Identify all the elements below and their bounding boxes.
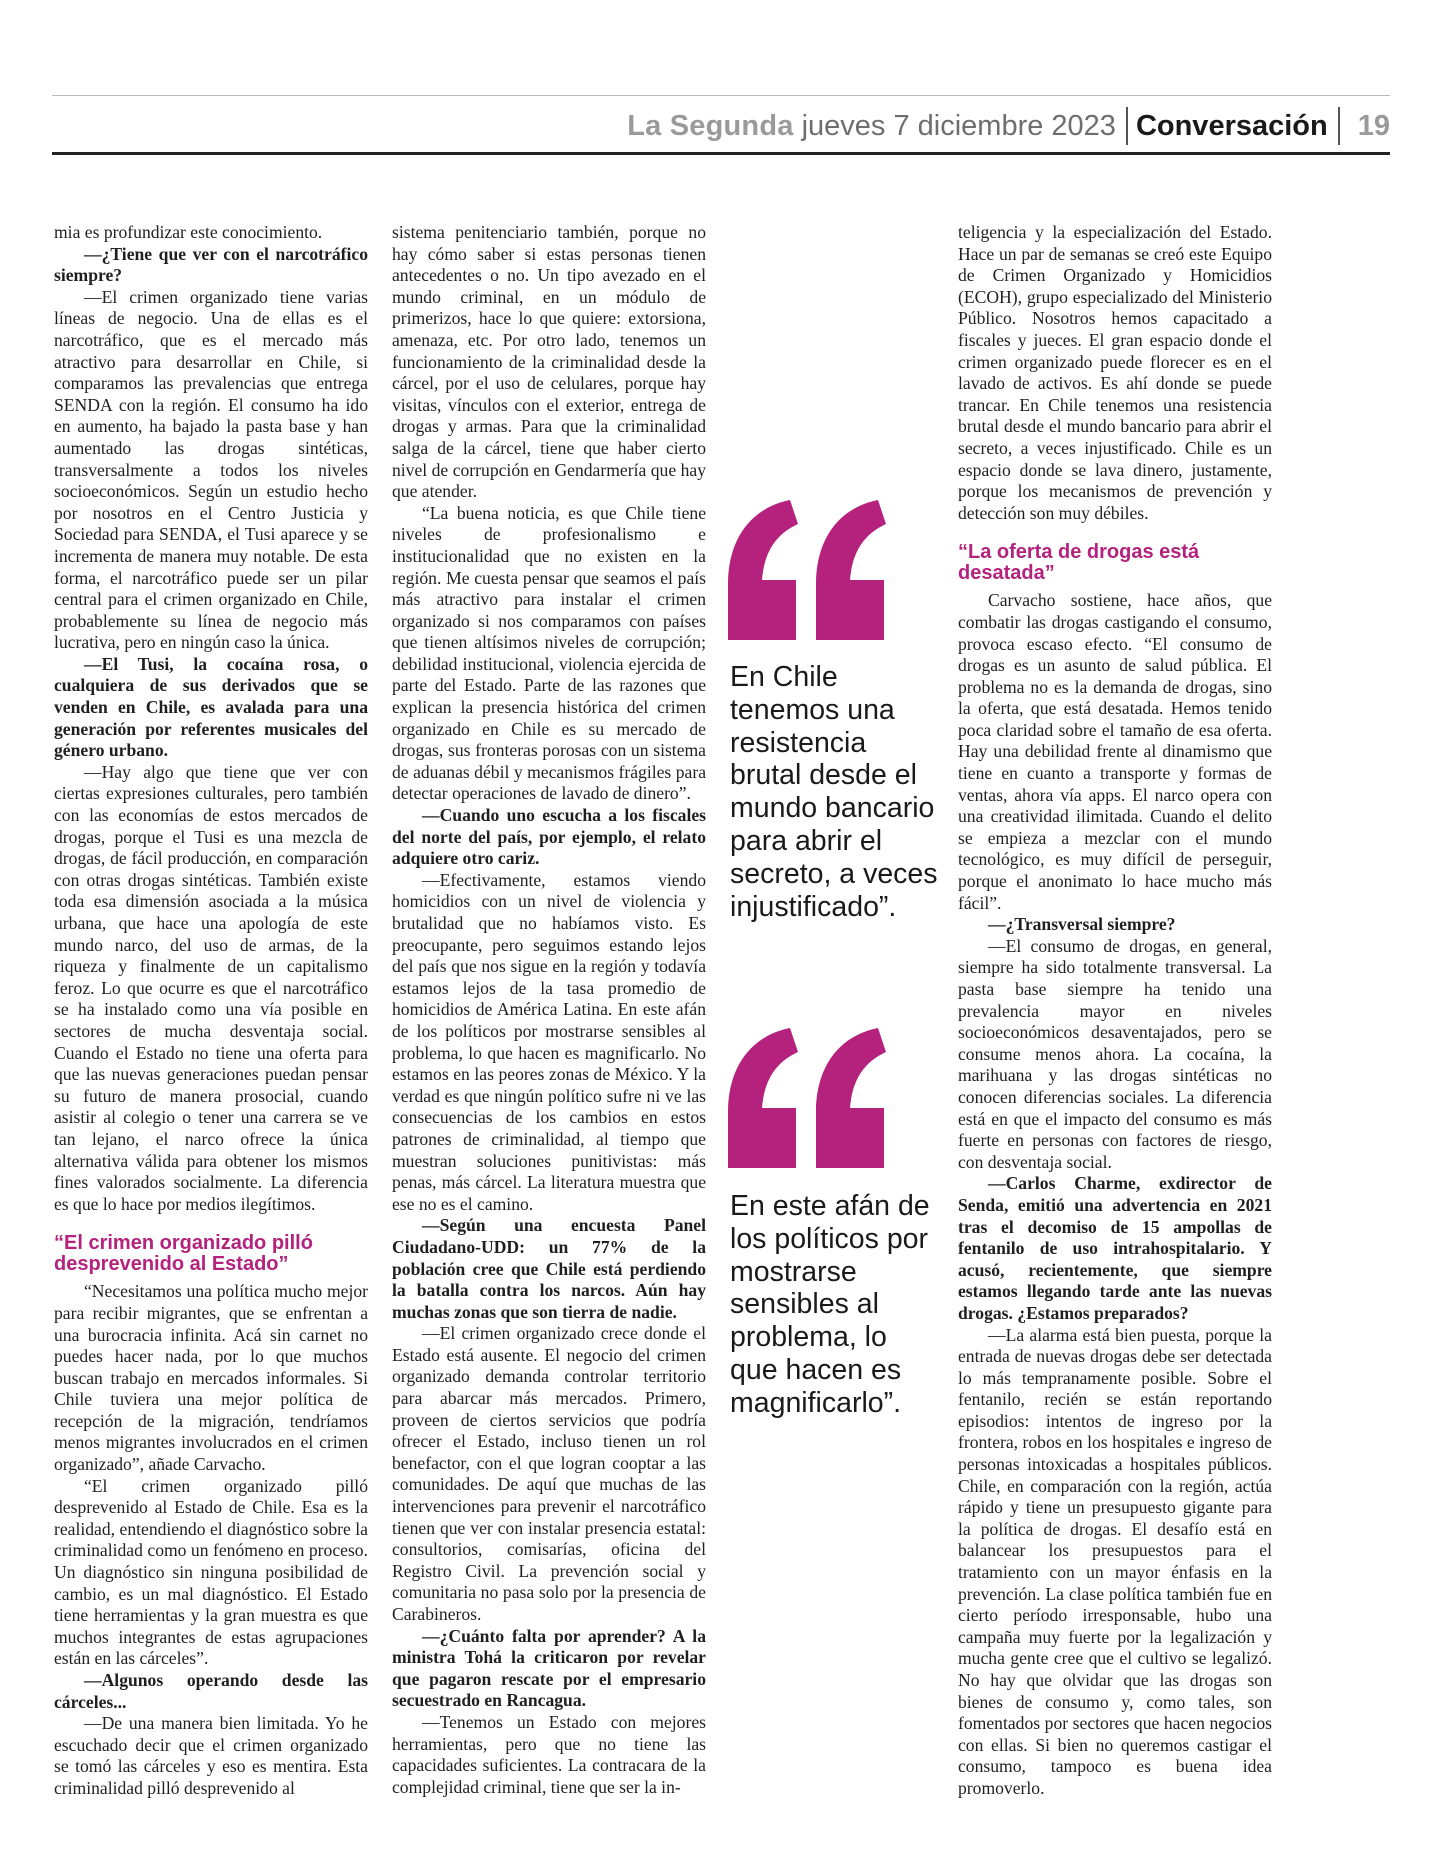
interview-question: —Según una encuesta Panel Ciudadano-UDD: un 77% de la población cree que Chile está perdiendo la batalla contra los narcos. Aún hay muchas zonas que son tierra de nadie. <box>392 1215 706 1322</box>
article-column-1 <box>54 222 368 1800</box>
interview-question: —Cuando uno escucha a los fiscales del norte del país, por ejemplo, el relato adquiere otro cariz. <box>392 805 706 869</box>
interview-question: —¿Tiene que ver con el narcotráfico siempre? <box>54 243 368 286</box>
body-paragraph: —El crimen organizado crece donde el Estado está ausente. El negocio del crimen organizado demanda controlar territorio para abarcar más mercados. Primero, proveen de ciertos servicios que podría ofrecer el Estado, incluso tienen un rol benefactor, con el que logran cooptar a las comunidades. De aquí que muchas de las intervenciones para prevenir el narcotráfico tienen que ver con instalar presencia estatal: consultorios, comisarías, oficina del Registro Civil. La prevención social y comunitaria no pasa solo por la presencia de Carabineros. <box>392 1323 706 1624</box>
body-paragraph: —Hay algo que tiene que ver con ciertas expresiones culturales, pero también con las economías de estos mercados de drogas, porque el Tusi es una mezcla de drogas, de fácil producción, en comparación con otras drogas sintéticas. También existe toda esa dimensión asociada a la música urbana, que hace una apología de este mundo narco, del uso de armas, de la riqueza y finalmente de un capitalismo feroz. Lo que ocurre es que el narcotráfico se ha instalado como una vía posible en sectores de mucha desventaja social. Cuando el Estado no tiene una oferta para que las nuevas generaciones puedan pensar su futuro de manera prosocial, cuando asistir al colegio o tener una carrera se ve tan lejano, el narco ofrece la única alternativa válida para obtener los mismos fines valorados socialmente. La diferencia es que lo hace por medios ilegítimos. <box>54 761 368 1214</box>
body-paragraph: —El crimen organizado tiene varias líneas de negocio. Una de ellas es el narcotráfico, que es el mercado más atractivo para desarrollar en Chile, si comparamos las prevalencias que entrega SENDA con la región. El consumo ha ido en aumento, ha bajado la pasta base y han aumentado las drogas sintéticas, transversalmente a todos los niveles socioeconómicos. Según un estudio hecho por nosotros en el Centro Justicia y Sociedad para SENDA, el Tusi aparece y se incrementa de manera muy notable. De esta forma, el narcotráfico puede ser un pilar central para el crimen organizado en Chile, probablemente su línea de negocio más lucrativa, pero en ningún caso la única. <box>54 286 368 653</box>
page-header <box>52 100 1390 152</box>
interview-question: —¿Transversal siempre? <box>988 914 1176 935</box>
body-paragraph: mia es profundizar este conocimiento. <box>54 222 323 242</box>
body-paragraph: —La alarma está bien puesta, porque la entrada de nuevas drogas debe ser detectada lo más tempranamente posible. Sobre el fentanilo, recién se están reportando episodios: intentos de ingreso por la frontera, robos en los hospitales e ingreso de personas intoxicadas a hospitales públicos. Chile, en comparación con la región, actúa rápido y tiene un presupuesto gigante para la política de drogas. El desafío está en balancear los presupuestos para el tratamiento con un mayor énfasis en la prevención. La clase política también fue en cierto período irresponsable, hubo una campaña muy fuerte por la legalización y mucha gente cree que el cultivo se legalizó. No hay que olvidar que las drogas son bienes de consumo y, como tales, son fomentados por sectores que hacen negocios con ellas. Si bien no queremos castigar el consumo, tampoco es buena idea promoverlo. <box>958 1324 1272 1798</box>
section-heading: “El crimen organizado pilló desprevenido al Estado” <box>54 1232 313 1276</box>
header-divider <box>1126 107 1128 145</box>
section-name: Conversación <box>1135 109 1328 142</box>
header-info <box>627 100 1390 152</box>
body-paragraph: —De una manera bien limitada. Yo he escuchado decir que el crimen organizado se tomó las cárceles y eso es mentira. Esta criminalidad pilló desprevenido al <box>54 1713 368 1798</box>
body-paragraph: “La buena noticia, es que Chile tiene niveles de profesionalismo e institucionalidad que no existen en la región. Me cuesta pensar que seamos el país más atractivo para instalar el crimen organizado si nos comparamos con países que tienen altísimos niveles de corrupción; debilidad institucional, violencia ejercida de parte del Estado. Parte de las razones que explican la presencia histórica del crimen organizado en Chile es su mercado de drogas, sus fronteras porosas con un sistema de aduanas débil y mecanismos frágiles para detectar operaciones de lavado de dinero”. <box>392 502 706 804</box>
pull-quote-2: En este afán de los políticos por mostrarse sensibles al problema, lo que hacen es magnificarlo”. <box>730 1190 930 1419</box>
interview-question: —El Tusi, la cocaína rosa, o cualquiera de sus derivados que se venden en Chile, es avalada para una generación por referentes musicales del género urbano. <box>54 653 368 761</box>
publication-date: jueves 7 diciembre 2023 <box>801 109 1116 142</box>
header-divider <box>1338 107 1340 145</box>
page-number: 19 <box>1357 109 1390 142</box>
article-column-2 <box>392 222 706 1798</box>
body-paragraph: —Tenemos un Estado con mejores herramientas, pero que no tiene las capacidades suficientes. La contracara de la complejidad criminal, tiene que ser la in- <box>392 1711 706 1797</box>
body-paragraph: —El consumo de drogas, en general, siempre ha sido totalmente transversal. La pasta base siempre ha tenido una prevalencia mayor en niveles socioeconómicos desaventajados, pero se consume menos ahora. La cocaína, la marihuana y las drogas sintéticas no conocen diferencias sociales. La diferencia está en que el impacto del consumo es más fuerte en personas con factores de riesgo, con desventaja social. <box>958 935 1272 1172</box>
body-paragraph: Carvacho sostiene, hace años, que combatir las drogas castigando el consumo, provoca escaso efecto. “El consumo de drogas es un asunto de salud pública. El problema no es la demanda de drogas, sino la oferta, que está desatada. Hemos tenido poca claridad sobre el tamaño de esa oferta. Hay una debilidad frente al dinamismo que tiene en cuanto a transporte y formas de ventas, ahora vía apps. El narco opera con una creatividad ilimitada. Cuando el delito se empieza a mezclar con el mundo tecnológico, es muy difícil de perseguir, porque el anonimato lo hace mucho más fácil”. <box>958 590 1272 913</box>
quote-mark-icon <box>728 1028 888 1168</box>
interview-question: —¿Cuánto falta por aprender? A la ministra Tohá la criticaron por revelar que pagaron rescate por el empresario secuestrado en Rancagua. <box>392 1625 706 1711</box>
interview-question: —Carlos Charme, exdirector de Senda, emitió una advertencia en 2021 tras el decomiso de 15 ampollas de fentanilo de uso intrahospitalario. Y acusó, recientemente, que siempre estamos llegando tarde ante las nuevas drogas. ¿Estamos preparados? <box>958 1173 1272 1323</box>
header-bottom-rule <box>52 152 1390 155</box>
header-top-rule <box>52 95 1390 96</box>
publication-name: La Segunda <box>627 109 794 142</box>
body-paragraph: teligencia y la especialización del Estado. Hace un par de semanas se creó este Equipo de Crimen Organizado y Homicidios (ECOH), grupo especializado del Ministerio Público. Nosotros hemos capacitado a fiscales y jueces. El gran espacio donde el crimen organizado puede florecer es en el lavado de activos. Es ahí donde se puede trancar. En Chile tenemos una resistencia brutal desde el mundo bancario para abrir el secreto, a veces injustificado. Chile es un espacio donde se lava dinero, justamente, porque los mecanismos de prevención y detección son muy débiles. <box>958 222 1272 523</box>
section-heading: “La oferta de drogas está desatada” <box>958 541 1200 585</box>
article-column-4 <box>958 222 1272 1800</box>
body-paragraph: sistema penitenciario también, porque no hay cómo saber si estas personas tienen antecedentes o no. Un tipo avezado en el mundo criminal, en un módulo de primerizos, hace lo que quiere: extorsiona, amenaza, etc. Por otro lado, tenemos un funcionamiento de la criminalidad desde la cárcel, por el uso de celulares, porque hay visitas, vínculos con el exterior, entrega de drogas y armas. Para que la criminalidad salga de la cárcel, tiene que haber cierto nivel de corrupción en Gendarmería que hay que atender. <box>392 222 706 502</box>
body-paragraph: —Efectivamente, estamos viendo homicidios con un nivel de violencia y brutalidad que no habíamos visto. Es preocupante, pero seguimos estando lejos del país que nos sigue en la región y todavía estamos lejos de la tasa promedio de homicidios de América Latina. En este afán de los políticos por mostrarse sensibles al problema, lo que hacen es magnificarlo. No estamos en las peores zonas de México. Y la verdad es que ningún político sufre ni ve las consecuencias de los cambios en estos patrones de criminalidad, al tiempo que muestran soluciones punitivistas: más penas, más cárcel. La literatura muestra que ese no es el camino. <box>392 869 706 1214</box>
quote-mark-icon <box>728 500 888 640</box>
body-paragraph: “Necesitamos una política mucho mejor para recibir migrantes, que se enfrentan a una burocracia infinita. Acá sin carnet no puedes hacer nada, por lo que muchos buscan trabajo en mercados informales. Si Chile tuviera una mejor política de recepción de la migración, tendríamos menos migrantes involucrados en el crimen organizado”, añade Carvacho. <box>54 1281 368 1475</box>
body-paragraph: “El crimen organizado pilló desprevenido al Estado de Chile. Esa es la realidad, entendiendo el diagnóstico sobre la criminalidad como un fenómeno en proceso. Un diagnóstico sin ninguna posibilidad de cambio, es un mal diagnóstico. El Estado tiene herramientas y la gran muestra es que muchos integrantes de estas agrupaciones están en las cárceles”. <box>54 1475 368 1669</box>
interview-question: —Algunos operando desde las cárceles... <box>54 1670 368 1712</box>
pull-quote-1: En Chile tenemos una resistencia brutal desde el mundo bancario para abrir el secreto, a veces injustificado”. <box>730 661 938 923</box>
